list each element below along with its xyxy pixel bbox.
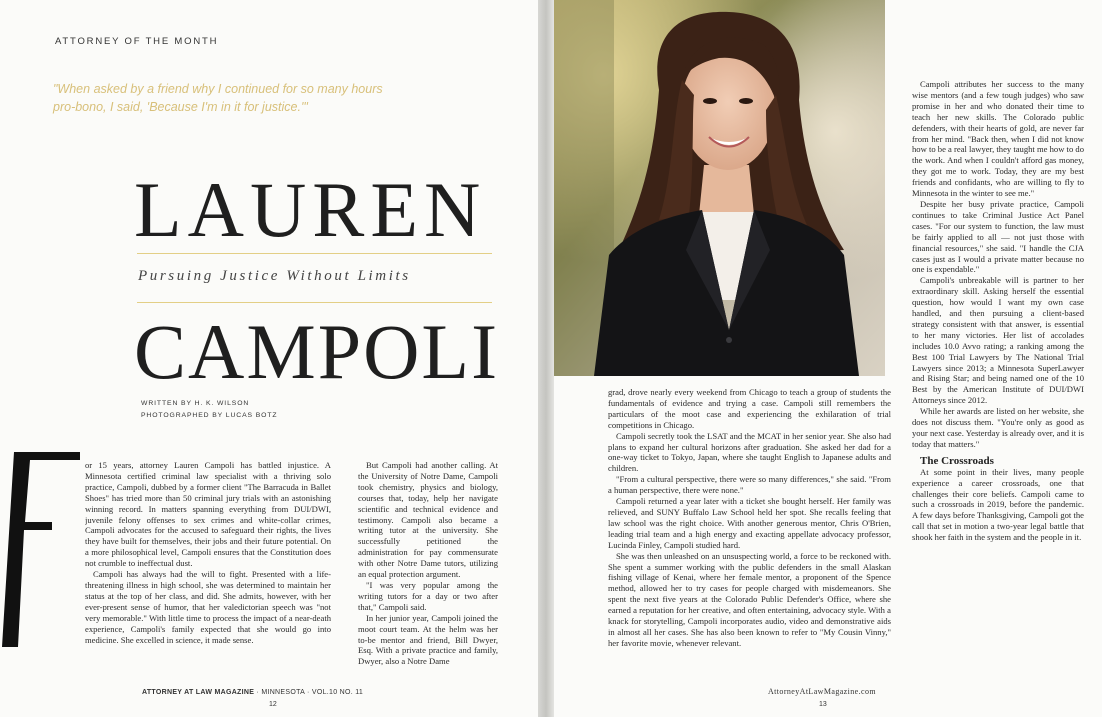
byline — [141, 398, 277, 422]
headline-subtitle: Pursuing Justice Without Limits — [138, 268, 411, 284]
photographed-by: PHOTOGRAPHED BY LUCAS BOTZ — [141, 412, 278, 419]
written-by: WRITTEN BY H. K. WILSON — [141, 400, 250, 407]
article-column-4 — [912, 79, 1084, 689]
article-column-3 — [608, 387, 891, 692]
dropcap-letter-f — [0, 452, 82, 647]
paragraph: Campoli attributes her success to the many wise mentors (and a few tough judges) who saw promise in her and who donated their time to teach her new skills. The Colorado public defenders, with their hearts of gold, are never far from her mind. "Back then, when I did not know how to be a real lawyer, they taught me how to do the work. And when I couldn't afford gas money, they got me to work. Today, they are my best friends and confidants, who are willing to fly to Minnesota in the winter to see me." — [912, 79, 1084, 199]
subheading-crossroads: The Crossroads — [920, 454, 994, 467]
paragraph: Campoli returned a year later with a ticket she bought herself. Her family was relieved, and SUNY Buffalo Law School held her spot. She recalls feeling that law school was the right choice. With another generous mentor, Chris O'Brien, leading trial team and a high energy and exacting appellate advocacy professor, Lucinda Finley, Campoli studied hard. — [608, 496, 891, 550]
paragraph: or 15 years, attorney Lauren Campoli has battled injustice. A Minnesota certified criminal law specialist with a thriving solo practice, Campoli, dubbed by a former client "The Barracuda in Ballet Shoes" has tried more than 50 criminal jury trials with an astonishing winning record. In matters spanning everything from DUI/DWI, juvenile felony offenses to sex crimes and white-collar crimes, Campoli advocates for the accused to safeguard their rights, the lives they have built for themselves, their jobs and their future potential. On a more philosophical level, Campoli ensures that the Constitution does not crumble to ineffectual dust. — [85, 460, 331, 569]
page-number-right: 13 — [819, 701, 827, 708]
headline-last-name: CAMPOLI — [134, 308, 500, 395]
paragraph: Despite her busy private practice, Campoli continues to take Criminal Justice Act Panel cases. "For our system to function, the law must be fairly applied to all — not just those with financial resources," she said. "I handle the CJA cases just as I would a private matter because no one is expendable." — [912, 198, 1084, 275]
section-label: ATTORNEY OF THE MONTH — [55, 36, 219, 47]
footer-issue: · MINNESOTA · VOL.10 NO. 11 — [254, 689, 364, 696]
paragraph: Campoli has always had the will to fight. Presented with a life-threatening illness in high school, she was determined to maintain her status at the top of her class, and did. She admits, however, with her ever-present sense of humor, that her valedictorian speech was "not very memorable." With little time to process the impact of a near-death experience, Campoli's family expected that she would go into medicine. She excelled in science, it made sense. — [85, 569, 331, 645]
paragraph: "From a cultural perspective, there were so many differences," she said. "From a human perspective, there were none." — [608, 474, 891, 496]
footer-website: AttorneyAtLawMagazine.com — [768, 687, 876, 696]
left-page — [0, 0, 538, 717]
paragraph: In her junior year, Campoli joined the moot court team. At the helm was her to-be mentor and friend, Bill Dwyer, Esq. With a private practice and family, Dwyer, also a Notre Dame — [358, 612, 498, 667]
spine-gutter — [538, 0, 554, 717]
footer-magazine-name: ATTORNEY AT LAW MAGAZINE — [142, 689, 255, 696]
paragraph: grad, drove nearly every weekend from Chicago to teach a group of students the fundamentals of evidence and trying a case. Campoli still remembers the particulars of the moot case and experiencing the exhilaration of trial competitions in Chicago. — [608, 387, 891, 430]
paragraph: Campoli's unbreakable will is partner to her extraordinary skill. Asking herself the essential question, how would I want my own case handled, and then pursuing a client-based strategy consistent with that answer, is essential to her many victories. Her list of accolades includes 10.0 Avvo rating; a ranking among the Best 100 Trial Lawyers by The National Trial Lawyers since 2013; a Minnesota SuperLawyer and Rising Star; and being named one of the 10 Best by the American Institute of DUI/DWI Attorneys since 2012. — [912, 275, 1084, 406]
paragraph: She was then unleashed on an unsuspecting world, a force to be reckoned with. She spent a summer working with the public defenders in the small Alaskan fishing village of Kenai, where her female mentor, a proponent of the Spence method, allowed her to try cases for people charged with misdemeanors. She spent the next five years at the Colorado Public Defender's Office, where she earned a reputation for her creative, and often entertaining, advocacy style. With a knack for storytelling, Campoli incorporates audio, video and demonstrative aids in almost all her cases. She has also been known to refer to "My Cousin Vinny," her favorite movie, whenever relevant. — [608, 550, 891, 648]
right-page — [554, 0, 1102, 717]
paragraph: Campoli secretly took the LSAT and the MCAT in her senior year. She also had plans to expand her cultural horizons after graduation. She asked her dad for a one-way ticket to Tokyo, Japan, where she taught English to Japanese adults and children. — [608, 430, 891, 474]
article-column-2 — [358, 460, 498, 690]
page-number-left: 12 — [269, 701, 277, 708]
paragraph: "I was very popular among the writing tutors for a day or two after that," Campoli said. — [358, 579, 498, 612]
paragraph: While her awards are listed on her website, she does not discuss them. "You're only as good as your next case. Yesterday is already over, and it is today that matters." — [912, 406, 1084, 449]
pull-quote: "When asked by a friend why I continued for so many hours pro-bono, I said, 'Because I'm in it for justice.'" — [53, 82, 383, 114]
gold-rule-bottom — [137, 302, 492, 303]
headline-first-name: LAUREN — [134, 166, 487, 253]
footer-magazine — [142, 689, 363, 696]
portrait-photo — [554, 0, 885, 376]
paragraph: But Campoli had another calling. At the University of Notre Dame, Campoli took chemistry, physics and biology, courses that, today, help her navigate scientific and technical evidence and testimony. Campoli also became a writing tutor at the university. She successfully petitioned the administration for pay commensurate with other Notre Dame tutors, utilizing an equal protection argument. — [358, 460, 498, 580]
gold-rule-top — [137, 253, 492, 254]
article-column-1 — [85, 460, 331, 690]
paragraph: At some point in their lives, many people experience a career crossroads, one that challenges their core beliefs. Campoli came to such a crossroads in 2019, before the pandemic. A few days before Thanksgiving, Campoli got the call that set in motion a two-year legal battle that shook her faith in the system and the people in it. — [912, 466, 1084, 543]
